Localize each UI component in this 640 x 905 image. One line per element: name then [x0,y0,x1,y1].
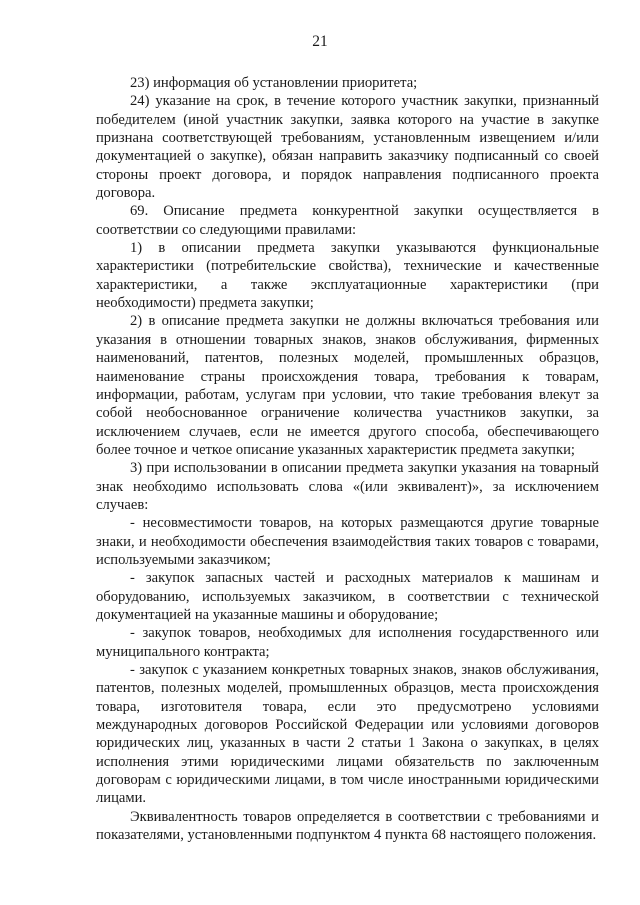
list-item-incompatibility: - несовместимости товаров, на которых размещаются другие товарные знаки, и необходимости обеспечения взаимодействия таких товаров с товарами, используемыми заказчиком; [96,515,599,568]
paragraph-equivalence: Эквивалентность товаров определяется в соответствии с требованиями и показателями, установленными подпунктом 4 пункта 68 настоящего положения. [96,808,599,844]
list-item-spare-parts: - закупок запасных частей и расходных материалов к машинам и оборудованию, используемых заказчиком, в соответствии с технической документацией на указанные машины и оборудование; [96,570,599,623]
page-number: 21 [312,33,328,50]
document-body [96,74,599,844]
list-item-state-contract: - закупок товаров, необходимых для исполнения государственного или муниципального контракта; [96,625,599,660]
paragraph-rule-2: 2) в описание предмета закупки не должны включаться требования или указания в отношении товарных знаков, знаков обслуживания, фирменных наименований, патентов, полезных моделей, промышленных образцов, наименование страны происхождения товара, требования к товарам, информации, работам, услугам при условии, что такие требования влекут за собой необоснованное ограничение количества участников закупки, за исключением случаев, если не имеется другого способа, обеспечивающего более точное и четкое описание указанных характеристик предмета закупки; [96,313,599,458]
paragraph-clause-69: 69. Описание предмета конкурентной закупки осуществляется в соответствии со следующими правилами: [96,203,599,238]
paragraph-rule-3: 3) при использовании в описании предмета закупки указания на товарный знак необходимо использовать слова «(или эквивалент)», за исключением случаев: [96,460,599,513]
paragraph-item-23: 23) информация об установлении приоритета; [130,75,418,91]
list-item-international-agreements: - закупок с указанием конкретных товарных знаков, знаков обслуживания, патентов, полезных моделей, промышленных образцов, места происхождения товара, изготовителя товара, если это предусмотрено условиями международных договоров Российской Федерации или условиями договоров юридических лиц, указанных в части 2 статьи 1 Закона о закупках, в целях исполнения этими юридическими лицами обязательств по заключенным договорам с юридическими лицами, в том числе иностранными юридическими лицами. [96,662,599,807]
paragraph-item-24: 24) указание на срок, в течение которого участник закупки, признанный победителем (иной участник закупки, заявка которого на участие в закупке признана соответствующей требованиям, установленным извещением и/или документацией о закупке), обязан направить заказчику подписанный со своей стороны проект договора, и порядок направления подписанного проекта договора. [96,93,599,202]
paragraph-rule-1: 1) в описании предмета закупки указываются функциональные характеристики (потребительские свойства), технические и качественные характеристики, а также эксплуатационные характеристики (при необходимости) предмета закупки; [96,240,599,312]
